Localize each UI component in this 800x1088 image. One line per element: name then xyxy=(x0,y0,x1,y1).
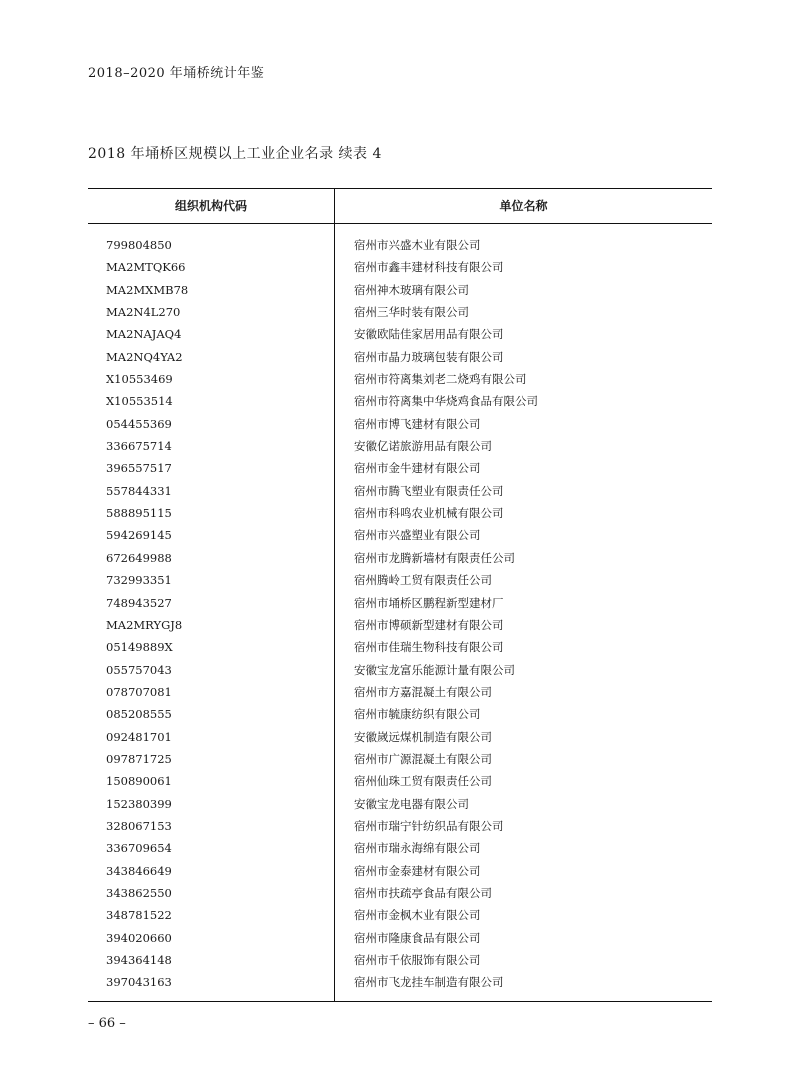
company-name-cell: 宿州市金牛建材有限公司 xyxy=(354,461,481,476)
org-code-cell: X10553469 xyxy=(106,372,173,387)
company-name-cell: 宿州市科鸣农业机械有限公司 xyxy=(354,506,504,521)
org-code-cell: 343846649 xyxy=(106,863,172,878)
org-code-cell: 348781522 xyxy=(106,908,172,923)
column-header-name: 单位名称 xyxy=(499,199,548,213)
company-name-cell: 宿州市毓康纺织有限公司 xyxy=(354,707,481,722)
company-name-cell: 宿州市佳瑞生物科技有限公司 xyxy=(354,640,504,655)
table-row xyxy=(88,256,712,278)
table-row xyxy=(88,502,712,524)
company-name-cell: 安徽宝龙富乐能源计量有限公司 xyxy=(354,662,515,677)
company-name-cell: 宿州市瑞宁针纺织品有限公司 xyxy=(354,818,504,833)
table-row xyxy=(88,279,712,301)
company-name-cell: 宿州市扶疏亭食品有限公司 xyxy=(354,885,492,900)
company-name-cell: 宿州市符离集刘老二烧鸡有限公司 xyxy=(354,372,527,387)
table-row xyxy=(88,971,712,993)
org-code-cell: 343862550 xyxy=(106,885,172,900)
org-code-cell: MA2NQ4YA2 xyxy=(106,349,183,364)
table-row xyxy=(88,726,712,748)
company-name-cell: 宿州市隆康食品有限公司 xyxy=(354,930,481,945)
org-code-cell: 150890061 xyxy=(106,774,172,789)
table-row xyxy=(88,793,712,815)
org-code-cell: 397043163 xyxy=(106,975,172,990)
table-row xyxy=(88,368,712,390)
org-code-cell: 588895115 xyxy=(106,506,172,521)
org-code-cell: 594269145 xyxy=(106,528,172,543)
org-code-cell: 078707081 xyxy=(106,684,172,699)
org-code-cell: 097871725 xyxy=(106,751,172,766)
org-code-cell: 336675714 xyxy=(106,439,172,454)
company-name-cell: 宿州仙珠工贸有限责任公司 xyxy=(354,774,492,789)
company-name-cell: 安徽嵗远煤机制造有限公司 xyxy=(354,729,492,744)
org-code-cell: MA2NAJAQ4 xyxy=(106,327,182,342)
company-name-cell: 宿州市晶力玻璃包装有限公司 xyxy=(354,349,504,364)
table-row xyxy=(88,703,712,725)
company-name-cell: 宿州三华时装有限公司 xyxy=(354,305,469,320)
table-row xyxy=(88,480,712,502)
org-code-cell: 152380399 xyxy=(106,796,172,811)
table-row xyxy=(88,323,712,345)
company-name-cell: 宿州市千依服饰有限公司 xyxy=(354,953,481,967)
table-row xyxy=(88,904,712,926)
org-code-cell: 336709654 xyxy=(106,841,172,856)
table-row xyxy=(88,592,712,614)
company-name-cell: 宿州市博硕新型建材有限公司 xyxy=(354,617,504,632)
company-name-cell: 宿州市兴盛塑业有限公司 xyxy=(354,528,481,543)
table-row xyxy=(88,882,712,904)
org-code-cell: 394364148 xyxy=(106,953,172,967)
company-name-cell: 宿州市金泰建材有限公司 xyxy=(354,863,481,878)
company-name-cell: 宿州市博飞建材有限公司 xyxy=(354,416,481,431)
table-row xyxy=(88,435,712,457)
table-row xyxy=(88,770,712,792)
org-code-cell: 394020660 xyxy=(106,930,172,945)
table-body xyxy=(88,234,712,994)
table-row xyxy=(88,681,712,703)
company-name-cell: 宿州市符离集中华烧鸡食品有限公司 xyxy=(354,394,538,409)
table-row xyxy=(88,815,712,837)
table-row xyxy=(88,659,712,681)
org-code-cell: 05149889X xyxy=(106,640,173,655)
org-code-cell: MA2MRYGJ8 xyxy=(106,617,183,632)
org-code-cell: 396557517 xyxy=(106,461,172,476)
table-row xyxy=(88,860,712,882)
company-name-cell: 宿州市鑫丰建材科技有限公司 xyxy=(354,260,504,275)
company-name-cell: 宿州市埇桥区鹏程新型建材厂 xyxy=(354,595,504,610)
column-header-code: 组织机构代码 xyxy=(174,199,247,213)
org-code-cell: 748943527 xyxy=(106,595,172,610)
org-code-cell: 054455369 xyxy=(106,416,172,431)
org-code-cell: X10553514 xyxy=(106,394,173,409)
org-code-cell: MA2N4L270 xyxy=(106,305,181,320)
company-name-cell: 宿州市飞龙挂车制造有限公司 xyxy=(354,975,504,990)
table-row xyxy=(88,457,712,479)
page-number: – 66 – xyxy=(88,1016,126,1031)
org-code-cell: 672649988 xyxy=(106,550,172,565)
running-header: 2018–2020 年埇桥统计年鉴 xyxy=(88,66,265,81)
table-row xyxy=(88,301,712,323)
table-row xyxy=(88,949,712,971)
company-name-cell: 安徽亿诺旅游用品有限公司 xyxy=(354,439,492,454)
table-row xyxy=(88,413,712,435)
table-header xyxy=(88,189,712,224)
table-row xyxy=(88,524,712,546)
org-code-cell: 085208555 xyxy=(106,707,172,722)
company-name-cell: 宿州市广源混凝土有限公司 xyxy=(354,751,492,766)
org-code-cell: 092481701 xyxy=(106,729,172,744)
table-row xyxy=(88,569,712,591)
enterprise-table xyxy=(88,188,712,1002)
org-code-cell: MA2MXMB78 xyxy=(106,282,189,297)
org-code-cell: 799804850 xyxy=(106,238,172,252)
table-row xyxy=(88,547,712,569)
table-row xyxy=(88,837,712,859)
company-name-cell: 安徽欧陆佳家居用品有限公司 xyxy=(354,327,504,342)
table-row xyxy=(88,636,712,658)
company-name-cell: 宿州市腾飞塑业有限责任公司 xyxy=(354,483,504,498)
company-name-cell: 宿州市龙腾新墙材有限责任公司 xyxy=(354,550,515,565)
table-row xyxy=(88,927,712,949)
table-row xyxy=(88,614,712,636)
company-name-cell: 宿州市瑞永海绵有限公司 xyxy=(354,841,481,856)
company-name-cell: 宿州市兴盛木业有限公司 xyxy=(354,238,481,252)
company-name-cell: 宿州神木玻璃有限公司 xyxy=(354,282,469,297)
org-code-cell: 732993351 xyxy=(106,573,172,588)
org-code-cell: MA2MTQK66 xyxy=(106,260,186,275)
table-row xyxy=(88,748,712,770)
company-name-cell: 宿州腾岭工贸有限责任公司 xyxy=(354,573,492,588)
company-name-cell: 宿州市方嘉混凝土有限公司 xyxy=(354,684,492,699)
org-code-cell: 055757043 xyxy=(106,662,172,677)
table-row xyxy=(88,390,712,412)
table-title: 2018 年埇桥区规模以上工业企业名录 续表 4 xyxy=(88,146,382,162)
org-code-cell: 328067153 xyxy=(106,818,172,833)
company-name-cell: 安徽宝龙电器有限公司 xyxy=(354,796,469,811)
company-name-cell: 宿州市金枫木业有限公司 xyxy=(354,908,481,923)
table-row xyxy=(88,234,712,256)
org-code-cell: 557844331 xyxy=(106,483,172,498)
table-row xyxy=(88,346,712,368)
